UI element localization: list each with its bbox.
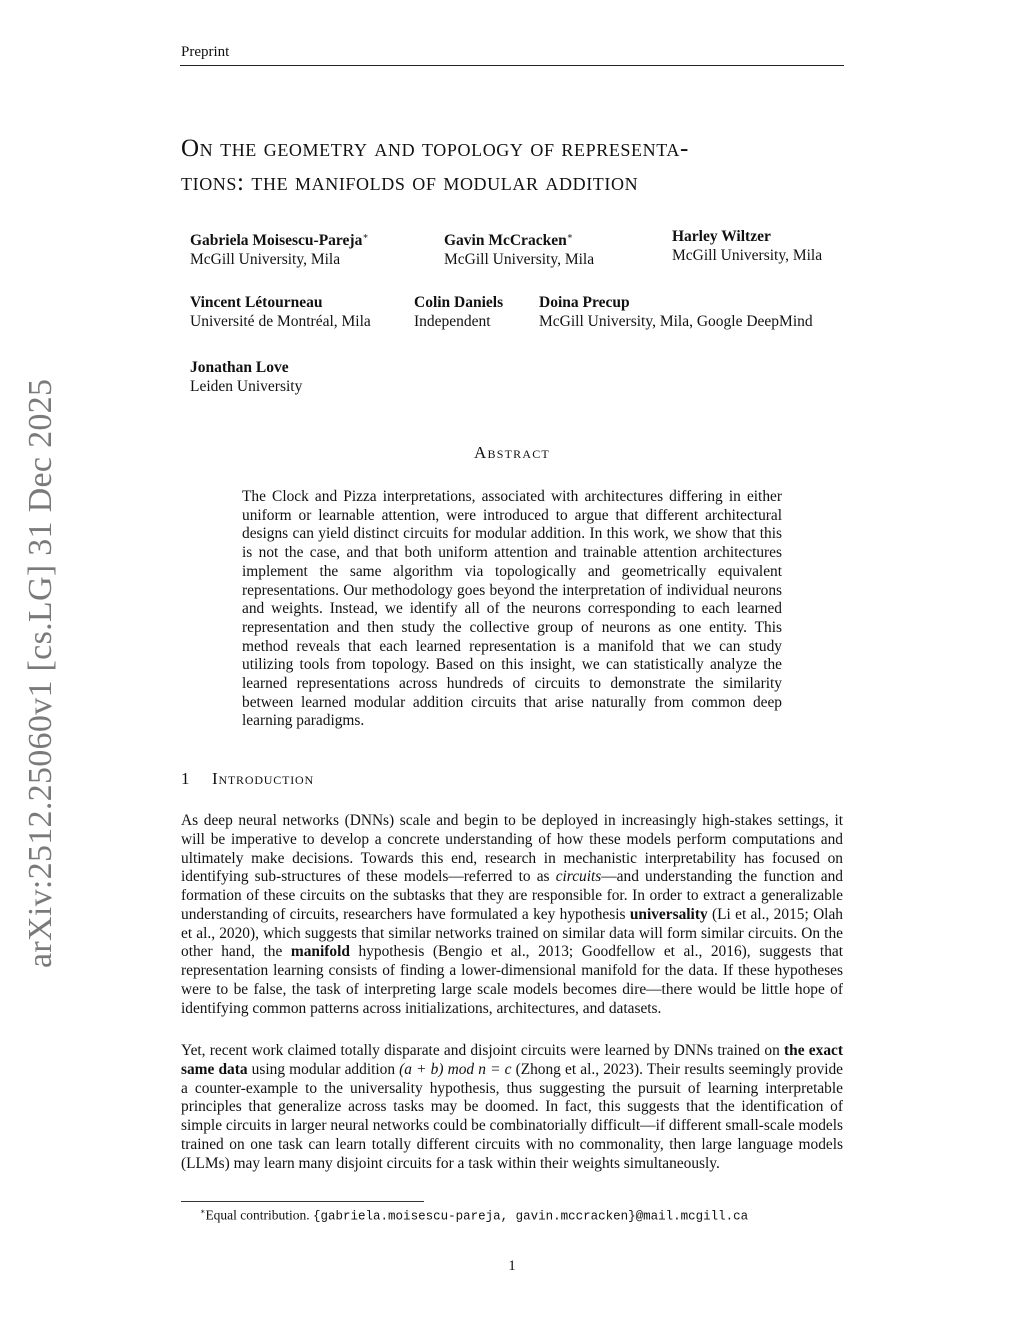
author-block <box>414 293 503 331</box>
author-block <box>190 358 302 396</box>
author-name: Vincent Létourneau <box>190 294 323 311</box>
section-title: Introduction <box>212 769 314 788</box>
author-name: Gabriela Moisescu-Pareja <box>190 232 363 250</box>
author-affiliation: Université de Montréal, Mila <box>190 313 371 330</box>
author-affiliation: McGill University, Mila, Google DeepMind <box>539 313 813 330</box>
text-run: (Zhong et al., 2023). Their results seemingly provide a counter-example to the universality hypothesis, thus suggesting the pursuit of learning interpretable principles that generalize across tasks may be doomed. In fact, this suggests that the identification of simple circuits in larger neural networks could be combinatorially difficult—if different small-scale models trained on one task can learn totally different circuits with no commonality, then large language models (LLMs) may learn many disjoint circuits for a task within their weights simultaneously. <box>181 1060 843 1172</box>
equal-contribution-mark: ∗ <box>362 231 369 241</box>
contact-emails[interactable]: {gabriela.moisescu-pareja, gavin.mccracken}@mail.mcgill.ca <box>313 1209 749 1224</box>
footnote-mark: ∗ <box>200 1207 206 1216</box>
intro-paragraph <box>181 812 843 1018</box>
section-number: 1 <box>181 769 191 788</box>
text-run: Yet, recent work claimed totally disparate and disjoint circuits were learned by DNNs trained on <box>181 1042 785 1059</box>
text-run: using modular addition <box>247 1060 400 1078</box>
header-rule <box>180 65 844 66</box>
author-name: Doina Precup <box>539 294 630 311</box>
abstract-text: The Clock and Pizza interpretations, associated with architectures differing in either uniform or learnable attention, were introduced to argue that different architectural designs can yield distinct circuits for modular addition. In this work, we show that this is not the case, and that both uniform attention and trainable attention architectures implement the same algorithm via topologically and geometrically equivalent representations. Our methodology goes beyond the interpretation of individual neurons and weights. Instead, we identify all of the neurons corresponding to each learned representation and then study the collective group of neurons as one entity. This method reveals that each learned representation is a manifold that we can study utilizing tools from topology. Based on this insight, we can statistically analyze the learned representations across hundreds of circuits to demonstrate the similarity between learned modular addition circuits that arise naturally from common deep learning paradigms. <box>242 488 782 730</box>
author-affiliation: McGill University, Mila <box>190 251 341 269</box>
intro-paragraph <box>181 1042 843 1173</box>
arxiv-identifier-stamp[interactable]: arXiv:2512.25060v1 [cs.LG] 31 Dec 2025 <box>22 378 59 968</box>
emphasis-circuits: circuits <box>555 868 602 886</box>
author-block <box>190 293 371 331</box>
author-block <box>190 227 368 269</box>
author-affiliation: McGill University, Mila <box>444 251 595 269</box>
text-run: —and understanding the function and formation of these circuits on the subtasks that they are responsible for. In order to extract a generalizable understanding of circuits, researchers have formulated a key hypothesis <box>181 868 843 923</box>
text-run: hypothesis (Bengio et al., 2013; Goodfellow et al., 2016), suggests that representation learning consists of finding a lower-dimensional manifold for the data. If these hypotheses were to be false, the task of interpreting large scale models becomes dire—there would be little hope of identifying common patterns across initializations, architectures, and datasets. <box>181 943 844 1017</box>
author-affiliation: Leiden University <box>190 378 303 395</box>
footnote-text: Equal contribution. <box>205 1207 314 1223</box>
author-affiliation: Independent <box>414 313 491 330</box>
author-name: Colin Daniels <box>414 294 504 311</box>
abstract-heading: Abstract <box>474 443 550 462</box>
author-block <box>539 293 813 331</box>
equal-contribution-mark: ∗ <box>566 231 573 241</box>
bold-universality: universality <box>629 905 708 923</box>
title-line-2: tions: the manifolds of modular addition <box>181 169 639 196</box>
author-block <box>672 227 822 265</box>
footnote <box>200 1207 748 1224</box>
bold-exact-same-data: the exact same data <box>181 1042 843 1078</box>
author-name: Jonathan Love <box>190 359 289 376</box>
title-line-1: On the geometry and topology of representa- <box>181 135 689 162</box>
bold-manifold: manifold <box>290 943 350 961</box>
author-name: Gavin McCracken <box>444 232 567 250</box>
page-number: 1 <box>508 1258 516 1274</box>
section-heading <box>181 769 314 789</box>
author-name: Harley Wiltzer <box>672 228 771 245</box>
footnote-rule <box>181 1201 424 1202</box>
text-run: As deep neural networks (DNNs) scale and begin to be deployed in increasingly high-stakes settings, it will be imperative to develop a concrete understanding of how these models perform computations and ultimately make decisions. Towards this end, research in mechanistic interpretability has focused on identifying sub-structures of these models—referred to as <box>181 812 843 886</box>
author-block <box>444 227 594 269</box>
paper-title <box>181 132 851 200</box>
inline-formula: (a + b) mod n = c <box>399 1060 512 1078</box>
author-affiliation: McGill University, Mila <box>672 247 823 264</box>
running-header: Preprint <box>181 44 230 60</box>
text-run: (Li et al., 2015; Olah et al., 2020), which suggests that similar networks trained on similar data will form similar circuits. On the other hand, the <box>181 905 843 961</box>
